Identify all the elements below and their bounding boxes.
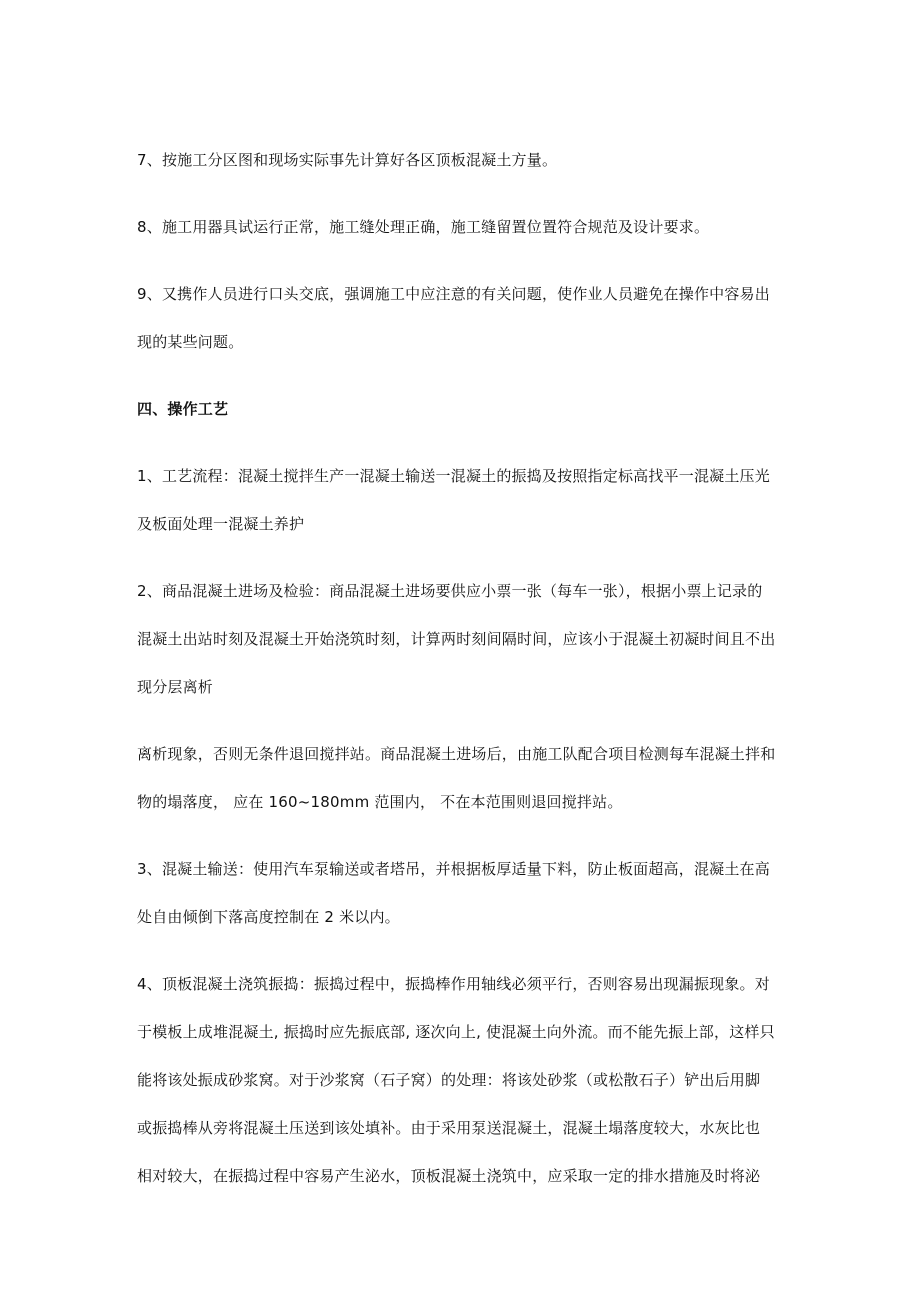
item-9-line-1: 9、又携作人员进行口头交底，强调施工中应注意的有关问题，使作业人员避免在操作中容易出 xyxy=(137,285,770,303)
step-4-line-3: 能将该处振成砂浆窝。对于沙浆窝（石子窝）的处理：将该处砂浆（或松散石子）铲出后用脚 xyxy=(137,1071,761,1089)
step-4-line-5: 相对较大，在振捣过程中容易产生泌水，顶板混凝土浇筑中，应采取一定的排水措施及时将泌 xyxy=(137,1167,761,1185)
step-1-line-1: 1、工艺流程：混凝土搅拌生产一混凝土输送一混凝土的振捣及按照指定标高找平一混凝土压光 xyxy=(137,467,770,485)
step-3-line-2: 处自由倾倒下落高度控制在 2 米以内。 xyxy=(137,908,400,926)
item-8-line-1: 8、施工用器具试运行正常，施工缝处理正确，施工缝留置位置符合规范及设计要求。 xyxy=(137,218,710,236)
step-4-line-1: 4、顶板混凝土浇筑振捣：振捣过程中，振捣棒作用轴线必须平行，否则容易出现漏振现象。对 xyxy=(137,975,770,993)
step-3-line-1: 3、混凝土输送：使用汽车泵输送或者塔吊，并根据板厚适量下料，防止板面超高，混凝土在高 xyxy=(137,860,770,878)
step-1-line-2: 及板面处理一混凝土养护 xyxy=(137,515,305,533)
step-2-line-1: 2、商品混凝土进场及检验：商品混凝土进场要供应小票一张（每车一张），根据小票上记录的 xyxy=(137,582,763,600)
step-2-cont-line-1: 离析现象，否则无条件退回搅拌站。商品混凝土进场后，由施工队配合项目检测每车混凝土拌和 xyxy=(137,745,776,763)
step-4-line-4: 或振捣棒从旁将混凝土压送到该处填补。由于采用泵送混凝土，混凝土塌落度较大，水灰比也 xyxy=(137,1119,761,1137)
step-2-cont-line-2: 物的塌落度， 应在 160~180mm 范围内， 不在本范围则退回搅拌站。 xyxy=(137,793,623,811)
item-7-line-1: 7、按施工分区图和现场实际事先计算好各区顶板混凝土方量。 xyxy=(137,151,558,169)
section-heading-operation: 四、操作工艺 xyxy=(137,400,229,418)
item-9-line-2: 现的某些问题。 xyxy=(137,333,244,351)
step-2-line-2: 混凝土出站时刻及混凝土开始浇筑时刻，计算两时刻间隔时间，应该小于混凝土初凝时间且不出 xyxy=(137,630,776,648)
step-2-line-3: 现分层离析 xyxy=(137,678,214,696)
step-4-line-2: 于模板上成堆混凝土, 振捣时应先振底部, 逐次向上, 使混凝土向外流。而不能先振上部，这样只 xyxy=(137,1023,775,1041)
